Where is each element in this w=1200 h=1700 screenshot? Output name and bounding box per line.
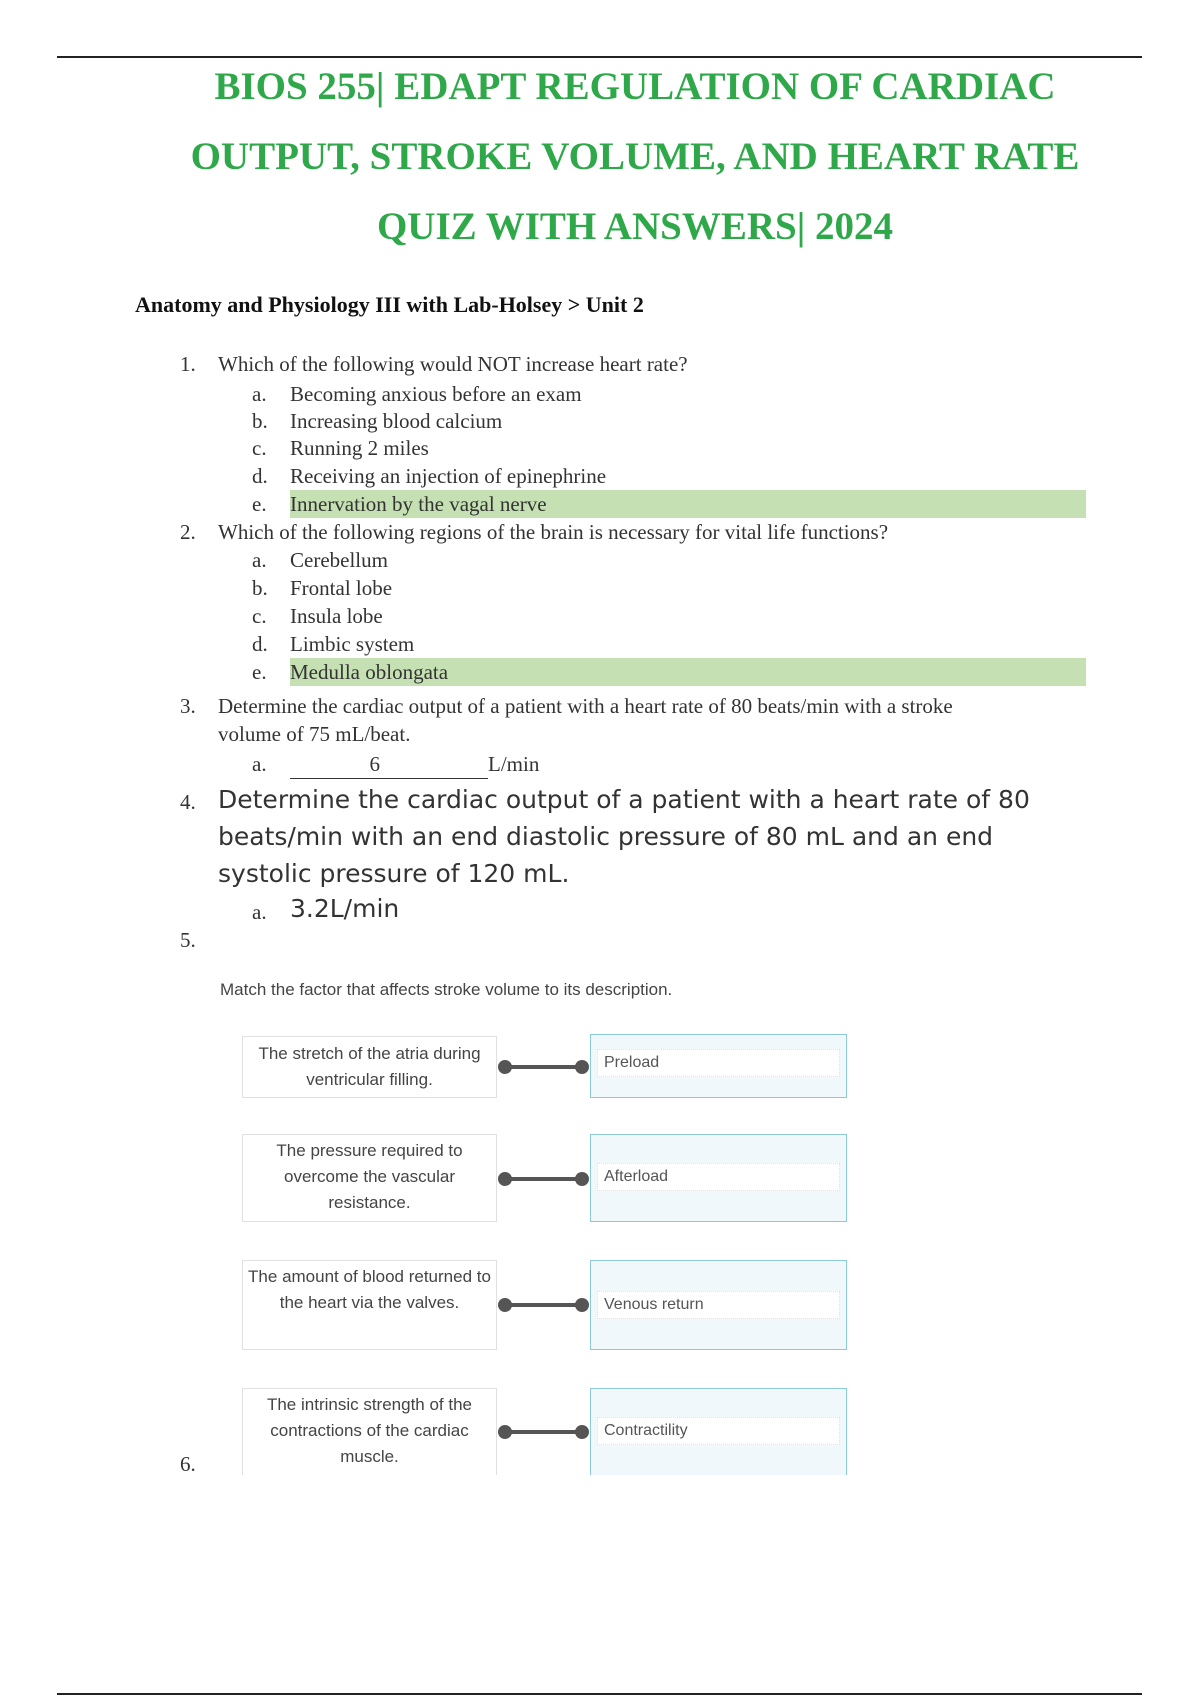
q2-text: Which of the following regions of the brain is necessary for vital life functions? — [218, 520, 889, 544]
match-answer-4: Contractility — [597, 1417, 840, 1445]
q1-option-c: c. Running 2 miles — [252, 436, 429, 460]
bottom-rule — [57, 1693, 1142, 1695]
q4-answer-letter: a. — [252, 900, 267, 924]
q2-option-b: b. Frontal lobe — [252, 576, 393, 600]
q4-text-line-3: systolic pressure of 120 mL. — [218, 859, 570, 888]
connector-line-2 — [503, 1177, 585, 1181]
q4-number: 4. — [180, 790, 196, 814]
q1-option-b: b. Increasing blood calcium — [252, 409, 503, 433]
q3-answer-value: 6 — [290, 750, 380, 779]
match-description-4: The intrinsic strength of the contractions of the cardiac muscle. — [242, 1388, 497, 1488]
match-description-2: The pressure required to overcome the vascular resistance. — [242, 1134, 497, 1222]
connector-line-4 — [503, 1430, 585, 1434]
q5-number: 5. — [180, 928, 196, 952]
q1-option-e-correct: e. Innervation by the vagal nerve — [252, 490, 1086, 518]
q4-text-line-1: Determine the cardiac output of a patient with a heart rate of 80 — [218, 785, 1030, 814]
connector-line-1 — [503, 1065, 585, 1069]
q2-option-d: d. Limbic system — [252, 632, 415, 656]
match-answer-box-4[interactable] — [590, 1388, 847, 1488]
q4-text-line-2: beats/min with an end diastolic pressure of 80 mL and an end — [218, 822, 994, 851]
connector-dot-right-3[interactable] — [575, 1298, 589, 1312]
q1-text: Which of the following would NOT increase heart rate? — [218, 352, 688, 376]
title-line-1: BIOS 255| EDAPT REGULATION OF CARDIAC — [214, 65, 1056, 108]
q5-heading: Match the factor that affects stroke volume to its description. — [220, 980, 673, 999]
match-answer-2: Afterload — [597, 1163, 840, 1191]
match-answer-1: Preload — [597, 1049, 840, 1077]
q6-number: 6. — [180, 1452, 196, 1476]
q1-option-a: a. Becoming anxious before an exam — [252, 382, 582, 406]
title-line-2: OUTPUT, STROKE VOLUME, AND HEART RATE — [190, 135, 1080, 178]
q4-answer: 3.2L/min — [290, 894, 400, 923]
q2-option-a: a. Cerebellum — [252, 548, 388, 572]
match-answer-3: Venous return — [597, 1291, 840, 1319]
screenshot-crop-edge — [230, 1475, 870, 1515]
q1-number: 1. — [180, 352, 196, 376]
q2-option-c: c. Insula lobe — [252, 604, 383, 628]
connector-dot-right-4[interactable] — [575, 1425, 589, 1439]
document-title — [0, 52, 1200, 262]
q3-text-line-2: volume of 75 mL/beat. — [218, 722, 411, 746]
q3-text-line-1: Determine the cardiac output of a patient with a heart rate of 80 beats/min with a stroke — [218, 694, 953, 718]
match-answer-box-2[interactable] — [590, 1134, 847, 1222]
match-answer-box-1[interactable] — [590, 1034, 847, 1098]
match-description-1: The stretch of the atria during ventricular filling. — [242, 1036, 497, 1098]
q3-answer-unit: L/min — [488, 752, 540, 776]
q2-option-e-correct: e. Medulla oblongata — [252, 658, 1086, 686]
connector-dot-right-2[interactable] — [575, 1172, 589, 1186]
breadcrumb: Anatomy and Physiology III with Lab-Holsey > Unit 2 — [135, 292, 644, 317]
q2-number: 2. — [180, 520, 196, 544]
title-line-3: QUIZ WITH ANSWERS| 2024 — [376, 205, 894, 248]
match-answer-box-3[interactable] — [590, 1260, 847, 1350]
q3-answer: a. 6 L/min — [252, 750, 539, 778]
q1-option-d: d. Receiving an injection of epinephrine — [252, 464, 607, 488]
connector-line-3 — [503, 1303, 585, 1307]
connector-dot-right-1[interactable] — [575, 1060, 589, 1074]
match-description-3: The amount of blood returned to the heart via the valves. — [242, 1260, 497, 1350]
q3-number: 3. — [180, 694, 196, 718]
